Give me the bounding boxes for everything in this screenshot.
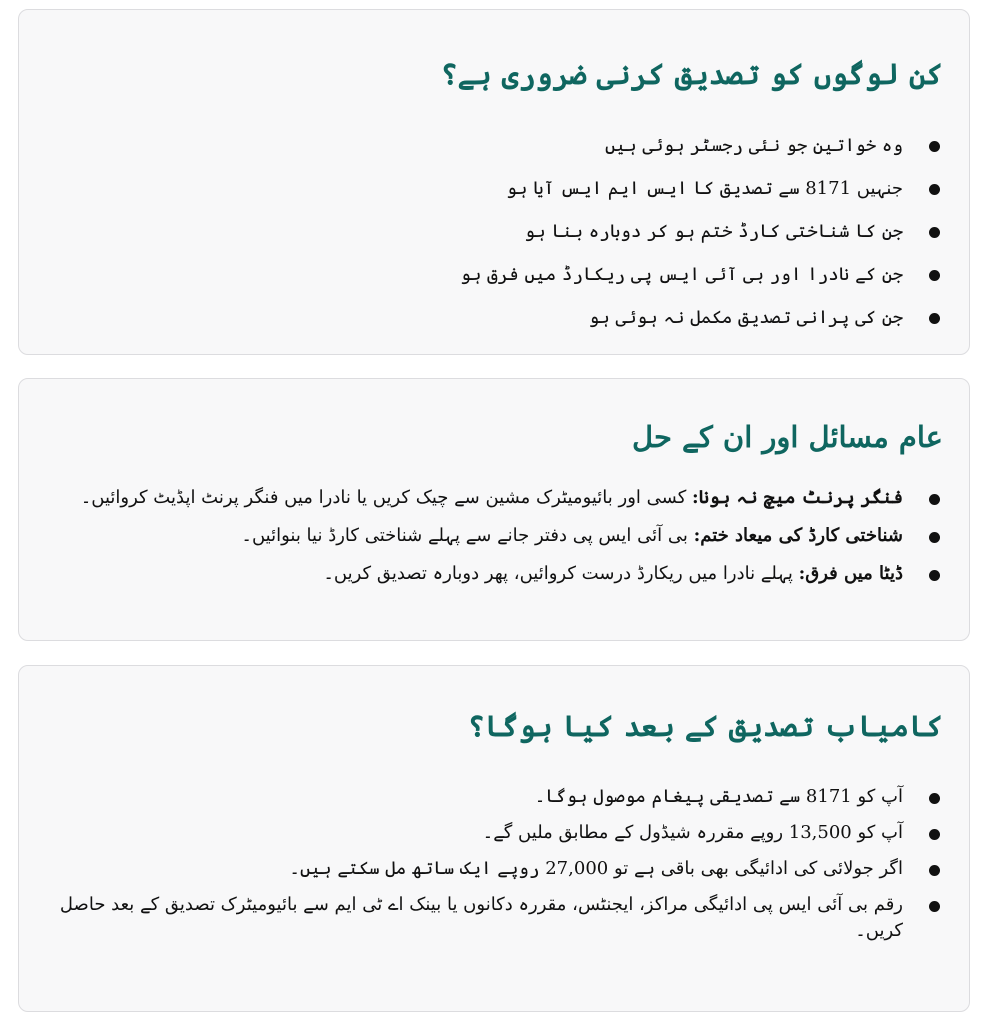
list-item — [45, 523, 943, 549]
bullet-icon — [929, 313, 940, 324]
list-item — [45, 820, 943, 846]
section-title: کامیاب تصدیق کے بعد کیا ہوگا؟ — [467, 709, 943, 743]
bullet-icon — [929, 829, 940, 840]
list-item-lead: ڈیٹا میں فرق: — [798, 563, 903, 584]
list-item-text: آپ کو 8171 سے تصدیقی پیغام موصول ہوگا۔ — [534, 786, 903, 807]
section-card-common-problems — [18, 378, 970, 641]
bullet-list — [45, 132, 943, 332]
list-item-text: بی آئی ایس پی دفتر جانے سے پہلے شناختی کارڈ نیا بنوائیں۔ — [241, 525, 694, 546]
list-item — [45, 561, 943, 587]
bullet-list — [45, 784, 943, 944]
list-item-text: جن کا شناختی کارڈ ختم ہو کر دوبارہ بنا ہو — [524, 221, 903, 242]
list-item — [45, 892, 943, 944]
list-item — [45, 218, 943, 246]
section-title: عام مسائل اور ان کے حل — [632, 420, 943, 454]
bullet-icon — [929, 494, 940, 505]
bullet-icon — [929, 793, 940, 804]
bullet-icon — [929, 227, 940, 238]
bullet-icon — [929, 570, 940, 581]
list-item-lead: فنگر پرنٹ میچ نہ ہونا: — [691, 487, 903, 508]
list-item-text: وہ خواتین جو نئی رجسٹر ہوئی ہیں — [604, 135, 903, 156]
list-item — [45, 175, 943, 203]
section-card-after-verification — [18, 665, 970, 1012]
list-item — [45, 784, 943, 810]
bullet-list — [45, 485, 943, 587]
bullet-icon — [929, 184, 940, 195]
list-item-text: کسی اور بائیومیٹرک مشین سے چیک کریں یا نادرا میں فنگر پرنٹ اپڈیٹ کروائیں۔ — [80, 487, 692, 508]
bullet-icon — [929, 865, 940, 876]
section-card-who-must-verify — [18, 9, 970, 355]
list-item — [45, 304, 943, 332]
list-item-text: جنہیں 8171 سے تصدیق کا ایس ایم ایس آیا ہو — [506, 178, 903, 199]
list-item — [45, 132, 943, 160]
bullet-icon — [929, 532, 940, 543]
list-item-text: آپ کو 13,500 روپے مقررہ شیڈول کے مطابق ملیں گے۔ — [482, 822, 903, 843]
list-item-text: جن کی پرانی تصدیق مکمل نہ ہوئی ہو — [588, 307, 903, 328]
list-item — [45, 856, 943, 882]
list-item-text: جن کے نادرا اور بی آئی ایس پی ریکارڈ میں فرق ہو — [460, 264, 903, 285]
list-item-text: رقم بی آئی ایس پی ادائیگی مراکز، ایجنٹس، مقررہ دکانوں یا بینک اے ٹی ایم سے بائیومیٹرک تصدیق کے بعد حاصل کریں۔ — [59, 894, 903, 941]
list-item-text: اگر جولائی کی ادائیگی بھی باقی ہے تو 27,000 روپے ایک ساتھ مل سکتے ہیں۔ — [289, 858, 903, 879]
section-title: کن لوگوں کو تصدیق کرنی ضروری ہے؟ — [440, 57, 943, 91]
bullet-icon — [929, 901, 940, 912]
bullet-icon — [929, 141, 940, 152]
list-item-text: پہلے نادرا میں ریکارڈ درست کروائیں، پھر دوبارہ تصدیق کریں۔ — [323, 563, 799, 584]
bullet-icon — [929, 270, 940, 281]
list-item — [45, 485, 943, 511]
list-item-lead: شناختی کارڈ کی میعاد ختم: — [693, 525, 903, 546]
list-item — [45, 261, 943, 289]
